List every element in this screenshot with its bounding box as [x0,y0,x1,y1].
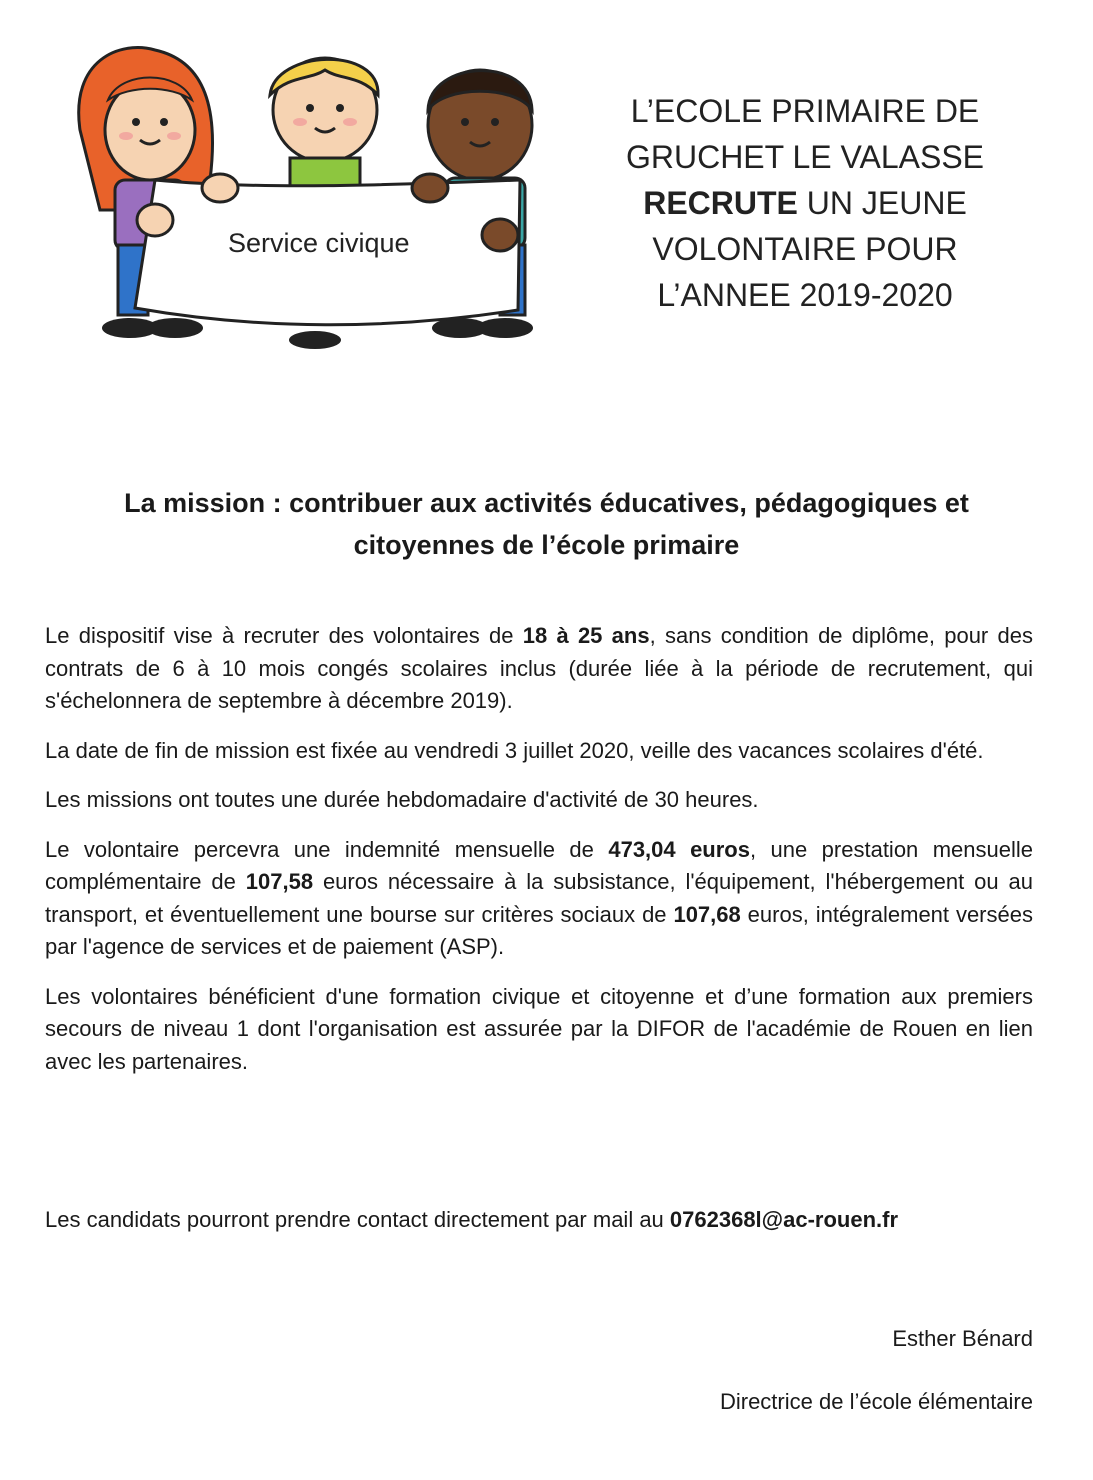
paragraph-training: Les volontaires bénéficient d'une formation civique et citoyenne et d’une formation aux premiers secours de niveau 1 dont l'organisation est assurée par la DIFOR de l'académie de Rouen en lien avec les partenaires. [45,983,1033,1074]
headline-line-4: VOLONTAIRE POUR [652,231,958,267]
p4-text-a: Le volontaire percevra une indemnité mensuelle de [45,836,609,862]
p1-age-range: 18 à 25 ans [522,623,650,648]
paragraph-weekly-hours: Les missions ont toutes une durée hebdomadaire d'activité de 30 heures. [45,787,759,812]
p4-indemnity: 473,04 euros [608,836,750,862]
headline-line-5: L’ANNEE 2019-2020 [657,277,953,313]
signature-name: Esther Bénard [892,1326,1033,1351]
contact-text: Les candidats pourront prendre contact directement par mail au [45,1207,670,1232]
headline-line-3-rest: UN JEUNE [797,185,967,221]
headline-line-2: GRUCHET LE VALASSE [625,139,985,175]
three-children-holding-banner-illustration [60,40,560,360]
paragraph-compensation [45,834,1033,964]
mission-heading [60,482,1033,566]
headline-recrute: RECRUTE [643,185,798,221]
paragraph-end-date: La date de fin de mission est fixée au vendredi 3 juillet 2020, veille des vacances scolaires d'été. [45,737,984,763]
body-text [45,620,1033,1095]
p4-bourse: 107,68 [673,901,741,927]
signature-role: Directrice de l’école élémentaire [719,1389,1033,1414]
headline-line-1: L’ECOLE PRIMAIRE DE [630,93,980,129]
paragraph-age-conditions [45,620,1033,718]
p4-text-c: euros nécessaire à la subsistance, l'équipement, l'hébergement ou au transport, et éventuellement une bourse sur critères sociaux de [45,869,1033,927]
p1-text-a: Le dispositif vise à recruter des volontaires de [45,623,523,648]
p4-complement: 107,58 [245,869,314,894]
contact-line [45,1204,1033,1236]
recruitment-headline [600,88,1010,318]
banner-label: Service civique [228,228,410,258]
mission-line-2: citoyennes de l’école primaire [353,530,740,560]
p1-text-b: , sans condition de diplôme, pour des contrats de 6 à 10 mois congés scolaires inclus (durée liée à la période de recrutement, qui s'échelonnera de septembre à décembre 2019). [45,623,1033,713]
p4-text-d: euros, intégralement versées par l'agence de services et de paiement (ASP). [45,901,1033,959]
p4-text-b: , une prestation mensuelle complémentaire de [45,836,1033,894]
mission-line-1: La mission : contribuer aux activités éducatives, pédagogiques et [124,488,969,518]
contact-email-link[interactable]: 0762368l@ac-rouen.fr [669,1207,899,1232]
headline-line-3 [600,180,1010,226]
